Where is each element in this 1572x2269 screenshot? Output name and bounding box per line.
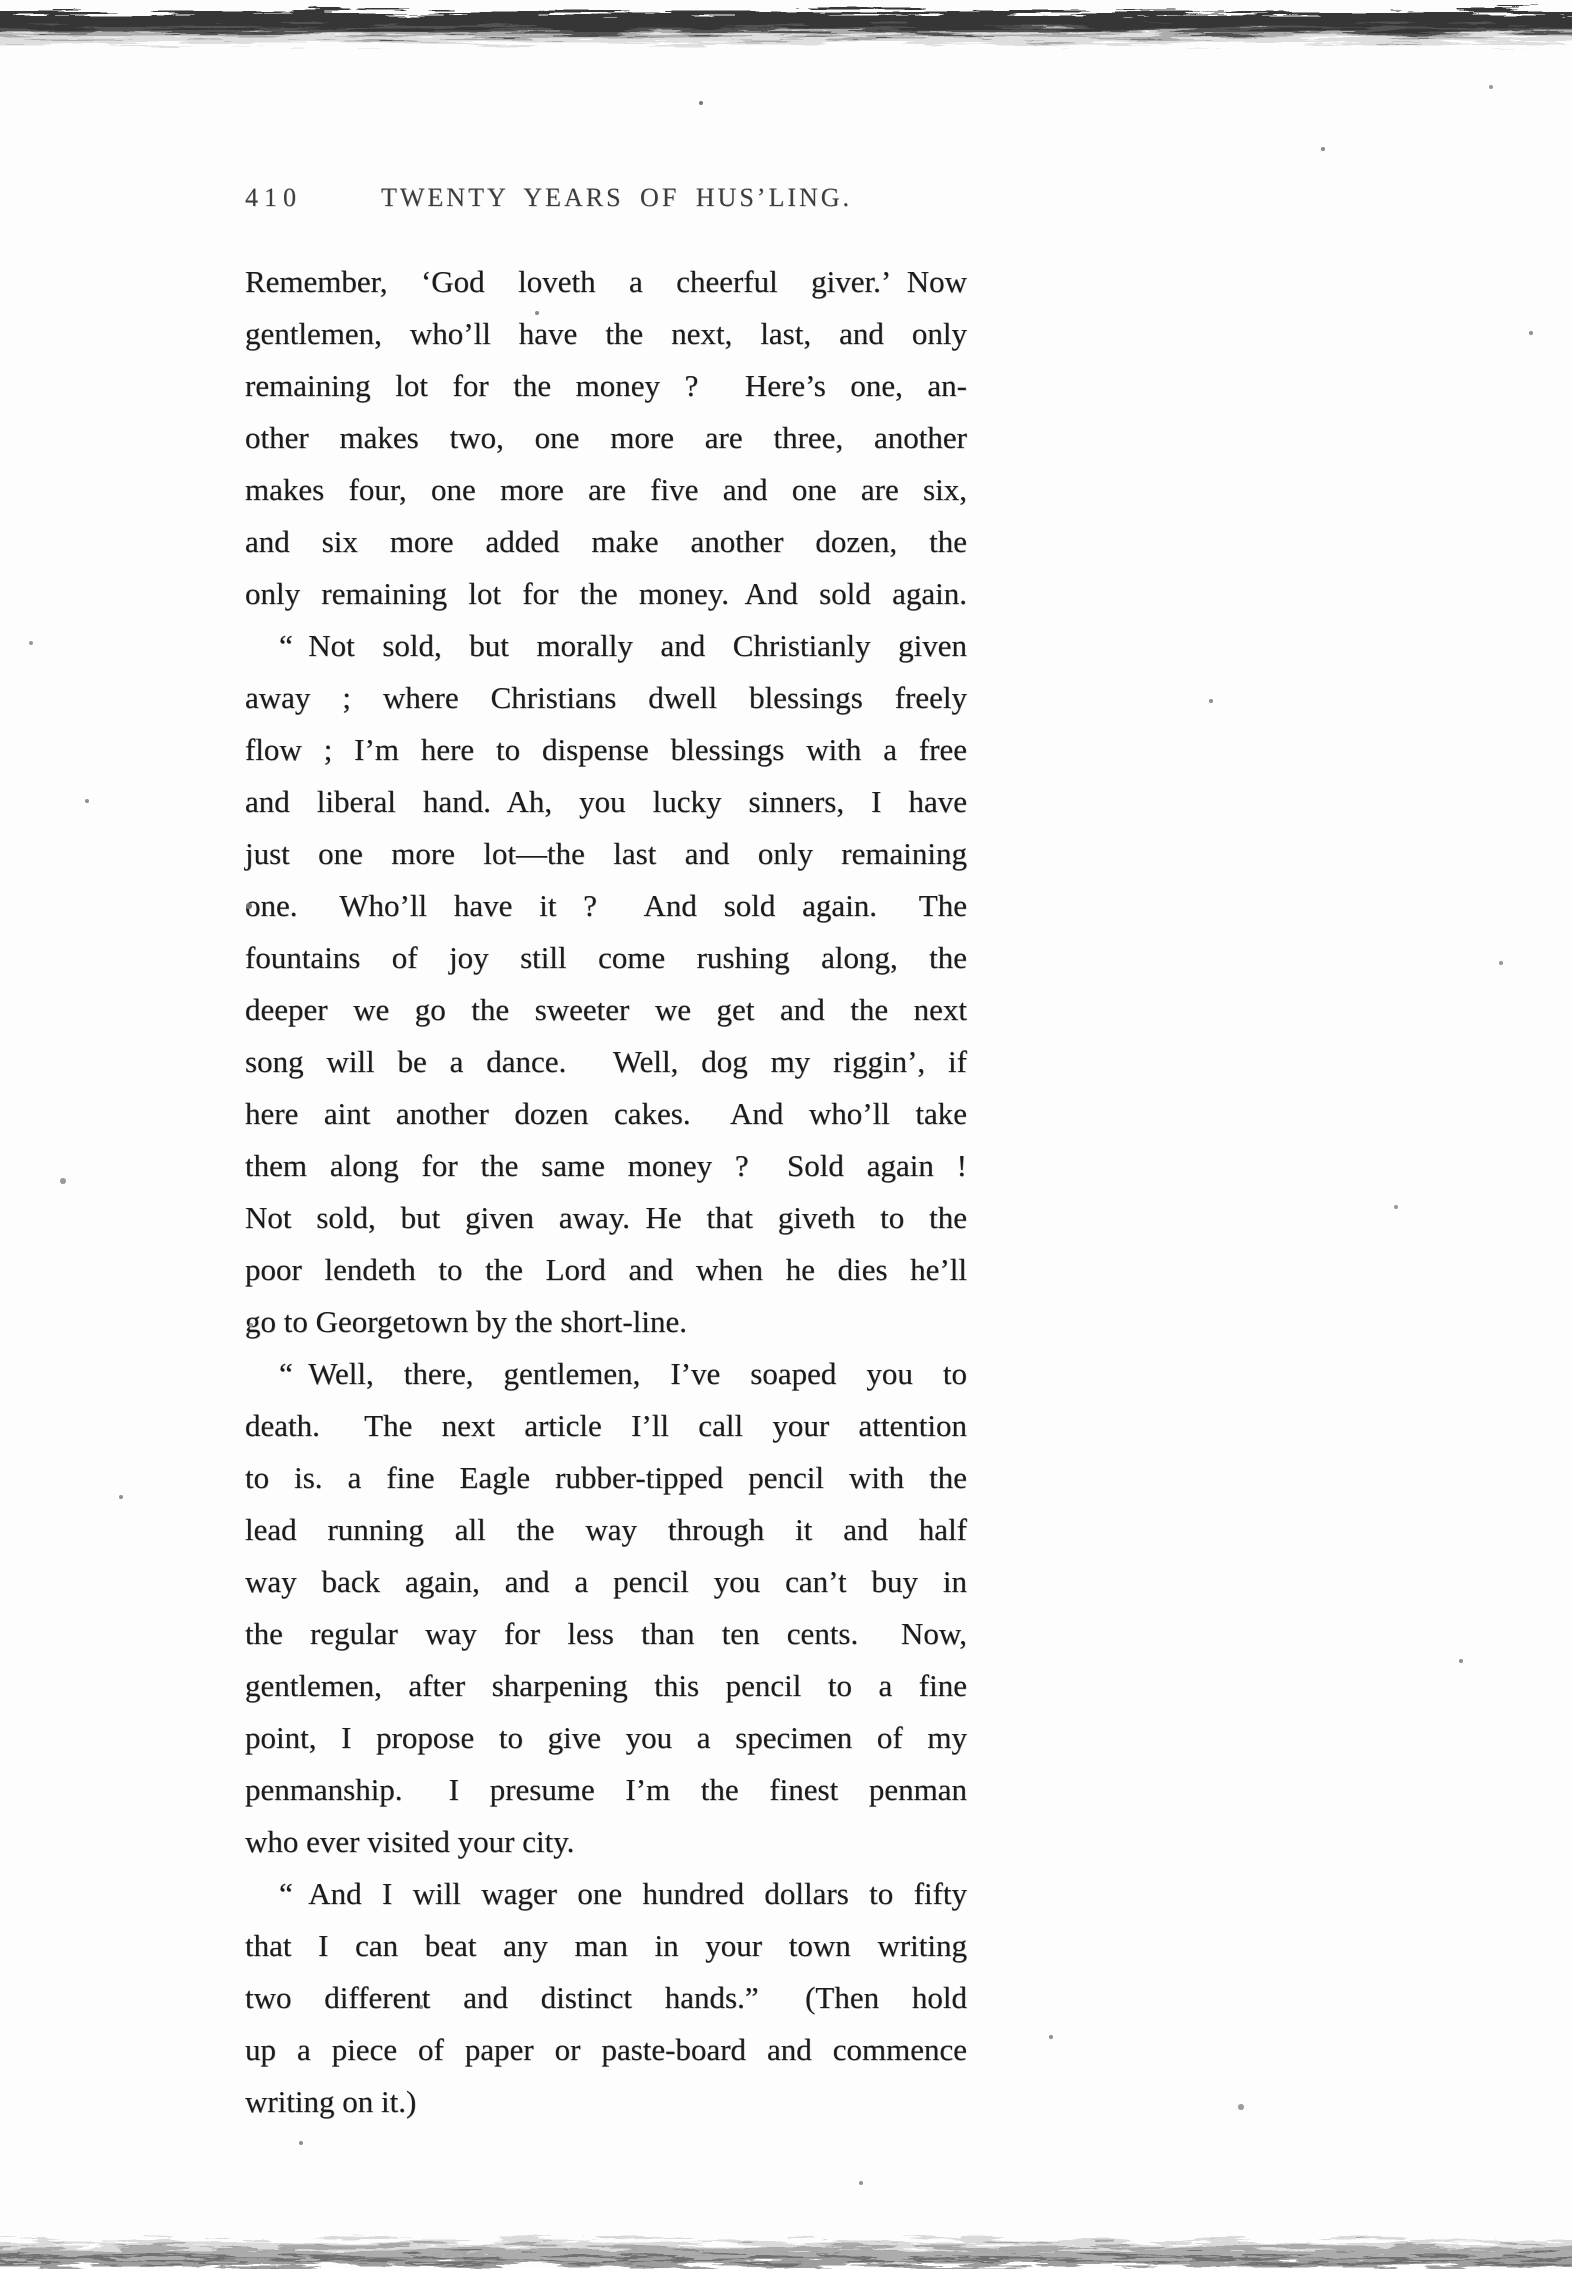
text-line: remaining lot for the money ? Here’s one, an- [245, 368, 967, 403]
text-line: here aint another dozen cakes. And who’ll take [245, 1096, 967, 1131]
text-line: only remaining lot for the money. And sold again. [245, 576, 967, 611]
text-line: and liberal hand. Ah, you lucky sinners, I have [245, 784, 967, 819]
page-text [245, 256, 967, 2128]
text-line: go to Georgetown by the short-line. [245, 1304, 687, 1339]
text-line: one. Who’ll have it ? And sold again. The [245, 888, 967, 923]
scan-speckles [0, 0, 2, 2]
text-line: them along for the same money ? Sold again ! [245, 1148, 967, 1183]
text-line: and six more added make another dozen, the [245, 524, 967, 559]
text-line: Remember, ‘God loveth a cheerful giver.’ Now [245, 264, 967, 299]
text-line: penmanship. I presume I’m the finest penman [245, 1772, 967, 1807]
text-line: death. The next article I’ll call your attention [245, 1408, 967, 1443]
text-line: point, I propose to give you a specimen of my [245, 1720, 967, 1755]
text-line: way back again, and a pencil you can’t buy in [245, 1564, 967, 1599]
text-line: gentlemen, who’ll have the next, last, and only [245, 316, 967, 351]
scan-artifact-top [0, 0, 1572, 70]
text-line: Not sold, but given away. He that giveth to the [245, 1200, 967, 1235]
text-line: away ; where Christians dwell blessings freely [245, 680, 967, 715]
page-number: 410 [245, 183, 302, 212]
text-line: deeper we go the sweeter we get and the next [245, 992, 967, 1027]
running-header-title: TWENTY YEARS OF HUS’LING. [381, 183, 853, 212]
text-line: song will be a dance. Well, dog my riggin’, if [245, 1044, 967, 1079]
text-line: fountains of joy still come rushing along, the [245, 940, 967, 975]
text-line: to is. a fine Eagle rubber-tipped pencil with the [245, 1460, 967, 1495]
text-line: gentlemen, after sharpening this pencil to a fine [245, 1668, 967, 1703]
text-line: makes four, one more are five and one are six, [245, 472, 967, 507]
text-line: two different and distinct hands.” (Then hold [245, 1980, 967, 2015]
text-line: “ Well, there, gentlemen, I’ve soaped you to [279, 1356, 967, 1391]
running-header [245, 183, 969, 223]
text-line: poor lendeth to the Lord and when he dies he’ll [245, 1252, 967, 1287]
text-line: just one more lot—the last and only remaining [245, 836, 967, 871]
text-line: that I can beat any man in your town writing [245, 1928, 967, 1963]
text-line: “ And I will wager one hundred dollars to fifty [279, 1876, 967, 1911]
text-line: flow ; I’m here to dispense blessings with a free [245, 732, 967, 767]
text-line: writing on it.) [245, 2084, 417, 2119]
text-line: the regular way for less than ten cents. Now, [245, 1616, 967, 1651]
text-line: “ Not sold, but morally and Christianly given [279, 628, 967, 663]
text-line: who ever visited your city. [245, 1824, 575, 1859]
text-line: up a piece of paper or paste-board and commence [245, 2032, 967, 2067]
text-line: lead running all the way through it and half [245, 1512, 967, 1547]
scan-artifact-bottom [0, 2217, 1572, 2269]
text-line: other makes two, one more are three, another [245, 420, 967, 455]
